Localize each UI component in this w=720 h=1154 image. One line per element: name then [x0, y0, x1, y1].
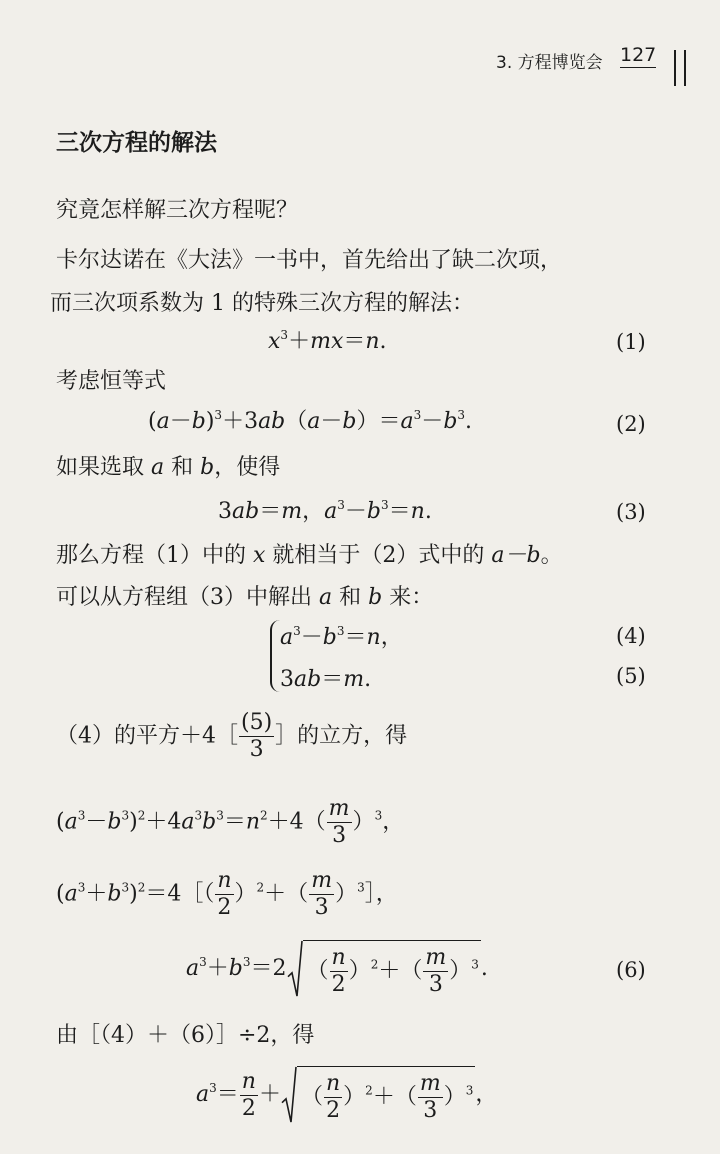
fraction-denominator: 3 — [239, 736, 274, 763]
paragraph-identity: 考虑恒等式 — [56, 369, 167, 394]
paragraph-combine — [56, 710, 407, 763]
combine-text-pre: （4）的平方＋4［ — [56, 723, 238, 749]
variable-b: b — [200, 455, 215, 480]
equation-a-cubed: $a^3=$ $\frac{n}{2}$ ＋ （ $\frac{n}{2}$ ）$^2$＋（ $\frac{m}{3}$ ）$^3$， — [196, 1066, 497, 1124]
expression-a-minus-b: a－b — [491, 543, 541, 568]
fraction-numerator: (5) — [241, 710, 273, 735]
equation-number-2: (2) — [616, 412, 646, 436]
variable-x: x — [253, 543, 266, 568]
combine-text-post: ］的立方，得 — [275, 723, 408, 749]
solve-text-post: 来： — [382, 585, 434, 610]
paragraph-cardano-line2: 而三次项系数为 1 的特殊三次方程的解法： — [50, 291, 474, 316]
square-root: （ $\frac{n}{2}$ ）$^2$＋（ $\frac{m}{3}$ ）$^3$ — [287, 940, 481, 998]
paragraph-cardano-line1: 卡尔达诺在《大法》一书中，首先给出了缺二次项， — [56, 248, 563, 273]
equation-number-3: (3) — [616, 500, 646, 524]
equation-4: $a^3-b^3=n$， — [280, 624, 403, 650]
equation-5: 3ab＝m. — [280, 667, 372, 692]
paragraph-equivalence — [56, 538, 563, 569]
choose-text-pre: 如果选取 — [56, 455, 151, 480]
equation-1: $x^3+mx=n$. — [268, 328, 387, 354]
fraction-5-over-3 — [239, 710, 274, 763]
solve-text-and: 和 — [332, 585, 369, 610]
paragraph-solve-system — [56, 580, 433, 611]
equivalence-text-mid: 就相当于（2）式中的 — [265, 543, 492, 568]
equation-6: $a^3+b^3=2$ （ $\frac{n}{2}$ ）$^2$＋（ $\frac{m}{3}$ ）$^3$. — [186, 940, 488, 998]
equation-2: $(a-b)^3+3ab(a-b)=a^3-b^3$. — [148, 408, 473, 434]
solve-text-pre: 可以从方程组（3）中解出 — [56, 585, 319, 610]
variable-a: a — [319, 585, 333, 610]
section-heading: 三次方程的解法 — [56, 130, 217, 156]
choose-text-and: 和 — [164, 455, 201, 480]
equation-number-6: (6) — [616, 958, 646, 982]
equation-number-1: (1) — [616, 330, 646, 354]
equation-derived-square: $(a^3-b^3)^2+4a^3b^3=n^2+4$（ $\frac{m}{3}$ ）$^3$， — [56, 796, 405, 848]
variable-a: a — [151, 455, 165, 480]
paragraph-half-sum: 由［（4）＋（6）］÷2，得 — [56, 1023, 315, 1048]
equivalence-text-pre: 那么方程（1）中的 — [56, 543, 253, 568]
page-number: 127 — [620, 44, 657, 66]
variable-b: b — [368, 585, 383, 610]
equivalence-text-post: 。 — [540, 543, 563, 568]
running-head-ornament — [674, 50, 686, 86]
equation-number-4: (4) — [616, 624, 646, 648]
choose-text-post: ，使得 — [214, 455, 281, 480]
paragraph-question: 究竟怎样解三次方程呢？ — [56, 198, 299, 223]
equation-3: 3ab＝m，$a^3-b^3=n$. — [218, 498, 432, 524]
paragraph-choose-ab — [56, 450, 280, 481]
running-head-chapter: 3. 方程博览会 — [496, 53, 603, 73]
equation-derived-sum-square: $(a^3+b^3)^2=4[$（ $\frac{n}{2}$ ）$^2$＋（ $\frac{m}{3}$ ）$^3$］， — [56, 868, 398, 920]
equation-number-5: (5) — [616, 664, 646, 688]
system-brace — [270, 620, 280, 692]
square-root: （ $\frac{n}{2}$ ）$^2$＋（ $\frac{m}{3}$ ）$^3$ — [281, 1066, 475, 1124]
